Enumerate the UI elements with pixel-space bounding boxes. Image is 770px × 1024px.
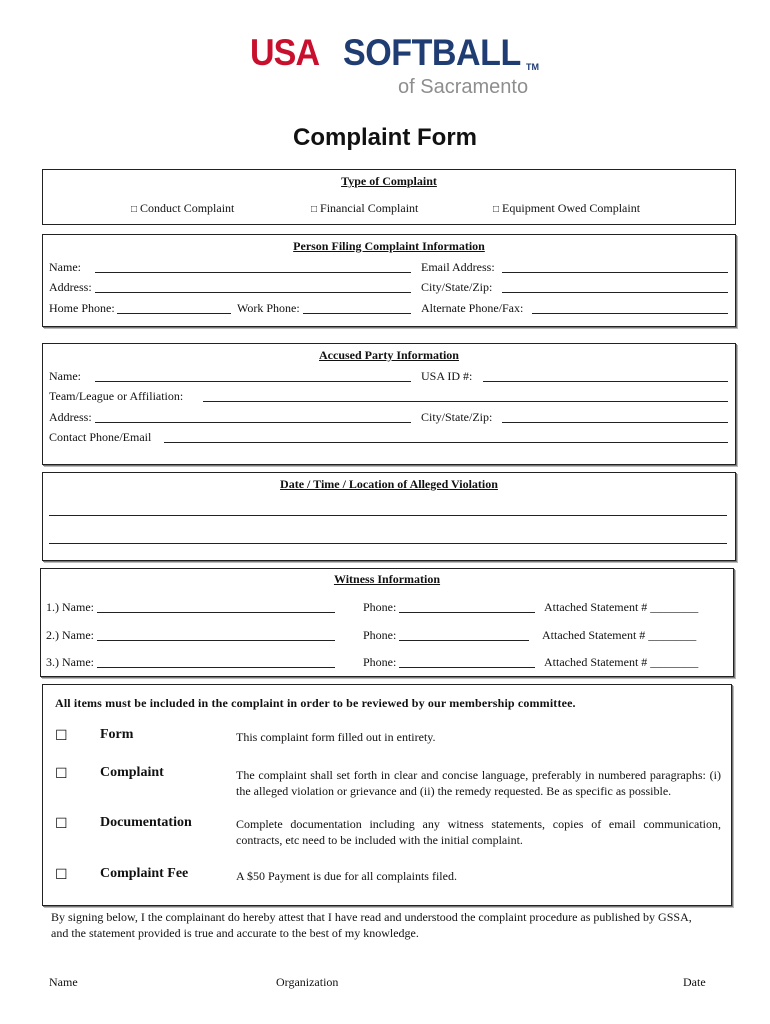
city-label: City/State/Zip: xyxy=(421,280,493,294)
violation-line-2[interactable] xyxy=(49,543,727,544)
witness-name-label: 3.) Name: xyxy=(46,655,94,669)
requirements-heading: All items must be included in the complaint in order to be reviewed by our membership committee. xyxy=(55,696,576,710)
violation-line-1[interactable] xyxy=(49,515,727,516)
violation-section xyxy=(42,472,736,561)
equipment-owed-option[interactable] xyxy=(493,201,640,217)
requirements-section xyxy=(42,684,732,906)
option-label: Equipment Owed Complaint xyxy=(502,201,641,215)
address-field[interactable] xyxy=(95,292,411,293)
requirement-name: Documentation xyxy=(100,815,192,830)
signature-date-label: Date xyxy=(683,975,706,989)
name-field[interactable] xyxy=(95,272,411,273)
section-title: Witness Information xyxy=(333,572,441,586)
attached-statement[interactable]: Attached Statement # ________ xyxy=(544,600,699,614)
city-label: City/State/Zip: xyxy=(421,410,493,424)
requirement-desc: A $50 Payment is due for all complaints filed. xyxy=(236,869,457,883)
option-label: Conduct Complaint xyxy=(140,201,235,215)
witness-name-label: 1.) Name: xyxy=(46,600,94,614)
option-label: Financial Complaint xyxy=(320,201,419,215)
witness-phone-field[interactable] xyxy=(399,640,529,641)
address-label: Address: xyxy=(49,280,92,294)
signature-name-label: Name xyxy=(49,975,78,989)
team-field[interactable] xyxy=(203,401,728,402)
checkbox-icon[interactable]: ☐ xyxy=(55,817,68,832)
attached-statement[interactable]: Attached Statement # ________ xyxy=(542,628,697,642)
name-label: Name: xyxy=(49,369,81,383)
checkbox-icon[interactable]: ☐ xyxy=(55,868,68,883)
witness-phone-label: Phone: xyxy=(363,600,397,614)
page-title: Complaint Form xyxy=(293,124,477,151)
usa-id-field[interactable] xyxy=(483,381,728,382)
witness-phone-label: Phone: xyxy=(363,628,397,642)
address-label: Address: xyxy=(49,410,92,424)
checkbox-icon[interactable]: □ xyxy=(493,204,500,215)
contact-label: Contact Phone/Email xyxy=(49,430,152,444)
checkbox-icon[interactable]: □ xyxy=(131,204,138,215)
witness-name-field[interactable] xyxy=(97,640,335,641)
filer-section xyxy=(42,234,736,327)
requirement-name: Complaint Fee xyxy=(100,866,189,881)
requirement-desc: Complete documentation including any witness statements, copies of email communication, contracts, etc need to be included with the initial complaint. xyxy=(236,817,721,847)
address-field[interactable] xyxy=(95,422,411,423)
requirement-name: Complaint xyxy=(100,765,164,780)
accused-section xyxy=(42,343,736,465)
name-field[interactable] xyxy=(95,381,411,382)
section-title: Type of Complaint xyxy=(341,174,437,188)
email-label: Email Address: xyxy=(421,260,495,274)
attached-statement[interactable]: Attached Statement # ________ xyxy=(544,655,699,669)
section-title: Date / Time / Location of Alleged Violation xyxy=(280,477,498,491)
name-label: Name: xyxy=(49,260,81,274)
alt-phone-label: Alternate Phone/Fax: xyxy=(421,301,524,315)
witness-name-field[interactable] xyxy=(97,612,335,613)
city-field[interactable] xyxy=(502,292,728,293)
witness-name-field[interactable] xyxy=(97,667,335,668)
section-title: Accused Party Information xyxy=(319,348,459,362)
witness-phone-field[interactable] xyxy=(399,612,535,613)
alt-phone-field[interactable] xyxy=(532,313,728,314)
email-field[interactable] xyxy=(502,272,728,273)
conduct-complaint-option[interactable] xyxy=(131,201,234,217)
contact-field[interactable] xyxy=(164,442,728,443)
home-phone-label: Home Phone: xyxy=(49,301,115,315)
witness-phone-label: Phone: xyxy=(363,655,397,669)
city-field[interactable] xyxy=(502,422,728,423)
work-phone-field[interactable] xyxy=(303,313,411,314)
requirement-desc: The complaint shall set forth in clear and concise language, preferably in numbered paragraphs: (i) the alleged violation or grievance and (ii) the remedy requested. Be as specific as possible. xyxy=(236,768,721,798)
checkbox-icon[interactable]: ☐ xyxy=(55,729,68,744)
witness-phone-field[interactable] xyxy=(399,667,535,668)
section-title: Person Filing Complaint Information xyxy=(293,239,485,253)
financial-complaint-option[interactable] xyxy=(311,201,418,217)
logo-subtitle: of Sacramento xyxy=(398,76,529,98)
logo-usa-text: USA xyxy=(250,32,320,73)
attestation-text: By signing below, I the complainant do hereby attest that I have read and understood the complaint procedure as published by GSSA, and the statement provided is true and accurate to the best of my knowledge. xyxy=(51,910,692,940)
team-label: Team/League or Affiliation: xyxy=(49,389,184,403)
signature-organization-label: Organization xyxy=(276,975,339,989)
work-phone-label: Work Phone: xyxy=(237,301,300,315)
type-of-complaint-section xyxy=(42,169,736,225)
requirement-desc: This complaint form filled out in entirety. xyxy=(236,730,436,744)
logo-softball-text: SOFTBALL xyxy=(343,32,521,73)
checkbox-icon[interactable]: □ xyxy=(311,204,318,215)
logo-trademark: TM xyxy=(526,62,539,72)
witness-section xyxy=(40,568,734,677)
witness-name-label: 2.) Name: xyxy=(46,628,94,642)
usa-id-label: USA ID #: xyxy=(421,369,473,383)
requirement-name: Form xyxy=(100,727,134,742)
checkbox-icon[interactable]: ☐ xyxy=(55,767,68,782)
home-phone-field[interactable] xyxy=(117,313,231,314)
